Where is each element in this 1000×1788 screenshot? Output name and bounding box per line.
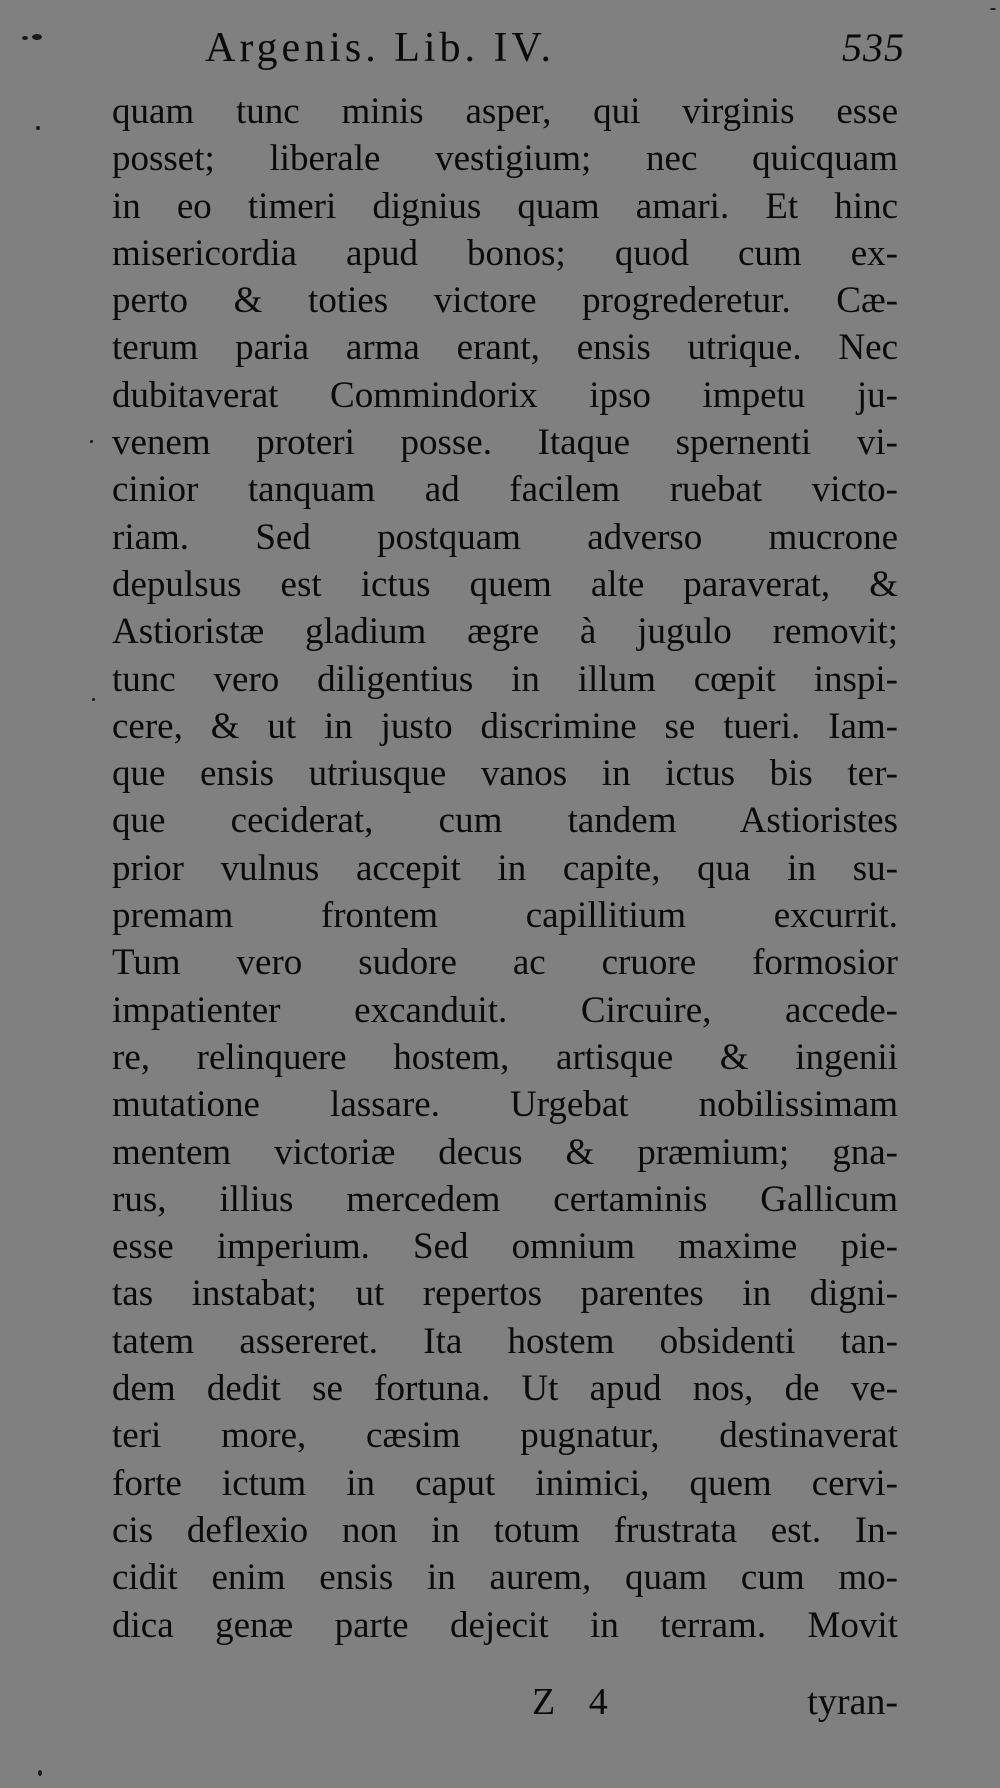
text-line: depulsus est ictus quem alte paraverat, & — [112, 563, 898, 605]
text-line: rus, illius mercedem certaminis Gallicum — [112, 1178, 898, 1220]
text-line: que ceciderat, cum tandem Astioristes — [112, 800, 898, 842]
text-line: terum paria arma erant, ensis utrique. Nec — [112, 327, 898, 369]
text-line: que ensis utriusque vanos in ictus bis ter- — [112, 753, 898, 795]
text-line: misericordia apud bonos; quod cum ex- — [112, 232, 898, 274]
text-line: re, relinquere hostem, artisque & ingenii — [112, 1036, 898, 1078]
signature-mark: Z 4 — [532, 1681, 620, 1723]
scan-speck — [92, 698, 95, 701]
text-line: posset; liberale vestigium; nec quicquam — [112, 138, 898, 180]
text-line: cidit enim ensis in aurem, quam cum mo- — [112, 1557, 898, 1599]
catchword: tyran- — [807, 1681, 898, 1723]
text-line: perto & toties victore progrederetur. Cæ- — [112, 280, 898, 322]
text-line: in eo timeri dignius quam amari. Et hinc — [112, 185, 898, 227]
text-line: cere, & ut in justo discrimine se tueri. Iam- — [112, 705, 898, 747]
scan-speck — [38, 1770, 42, 1776]
text-line: mentem victoriæ decus & præmium; gna- — [112, 1131, 898, 1173]
text-line: tunc vero diligentius in illum cœpit inspi- — [112, 658, 898, 700]
text-line: dem dedit se fortuna. Ut apud nos, de ve- — [112, 1368, 898, 1410]
text-line: Astioristæ gladium ægre à jugulo removit; — [112, 611, 898, 653]
scan-speck — [990, 8, 996, 10]
text-line: dubitaverat Commindorix ipso impetu ju- — [112, 374, 898, 416]
running-title: Argenis. Lib. IV. — [205, 25, 555, 71]
text-line: dica genæ parte dejecit in terram. Movit — [112, 1604, 898, 1646]
page-footer — [112, 1680, 898, 1730]
text-line: cinior tanquam ad facilem ruebat victo- — [112, 469, 898, 511]
text-line: esse imperium. Sed omnium maxime pie- — [112, 1226, 898, 1268]
text-line: tatem assereret. Ita hostem obsidenti tan- — [112, 1320, 898, 1362]
text-line: premam frontem capillitium excurrit. — [112, 895, 898, 937]
page-header — [205, 18, 905, 78]
page-number: 535 — [842, 25, 905, 70]
text-line: venem proteri posse. Itaque spernenti vi- — [112, 422, 898, 464]
text-line: impatienter excanduit. Circuire, accede- — [112, 989, 898, 1031]
scan-speck — [90, 440, 93, 443]
text-line: riam. Sed postquam adverso mucrone — [112, 516, 898, 558]
text-line: cis deflexio non in totum frustrata est. In- — [112, 1509, 898, 1551]
text-line: prior vulnus accepit in capite, qua in su- — [112, 847, 898, 889]
scan-speck — [22, 36, 28, 40]
body-text — [112, 88, 898, 1649]
text-line: quam tunc minis asper, qui virginis esse — [112, 91, 898, 132]
text-line: tas instabat; ut repertos parentes in digni- — [112, 1273, 898, 1315]
scan-speck — [36, 126, 40, 130]
text-line: teri more, cæsim pugnatur, destinaverat — [112, 1415, 898, 1457]
text-line: Tum vero sudore ac cruore formosior — [112, 942, 898, 984]
scan-speck — [32, 34, 42, 40]
text-line: mutatione lassare. Urgebat nobilissimam — [112, 1084, 898, 1126]
text-line: forte ictum in caput inimici, quem cervi- — [112, 1462, 898, 1504]
